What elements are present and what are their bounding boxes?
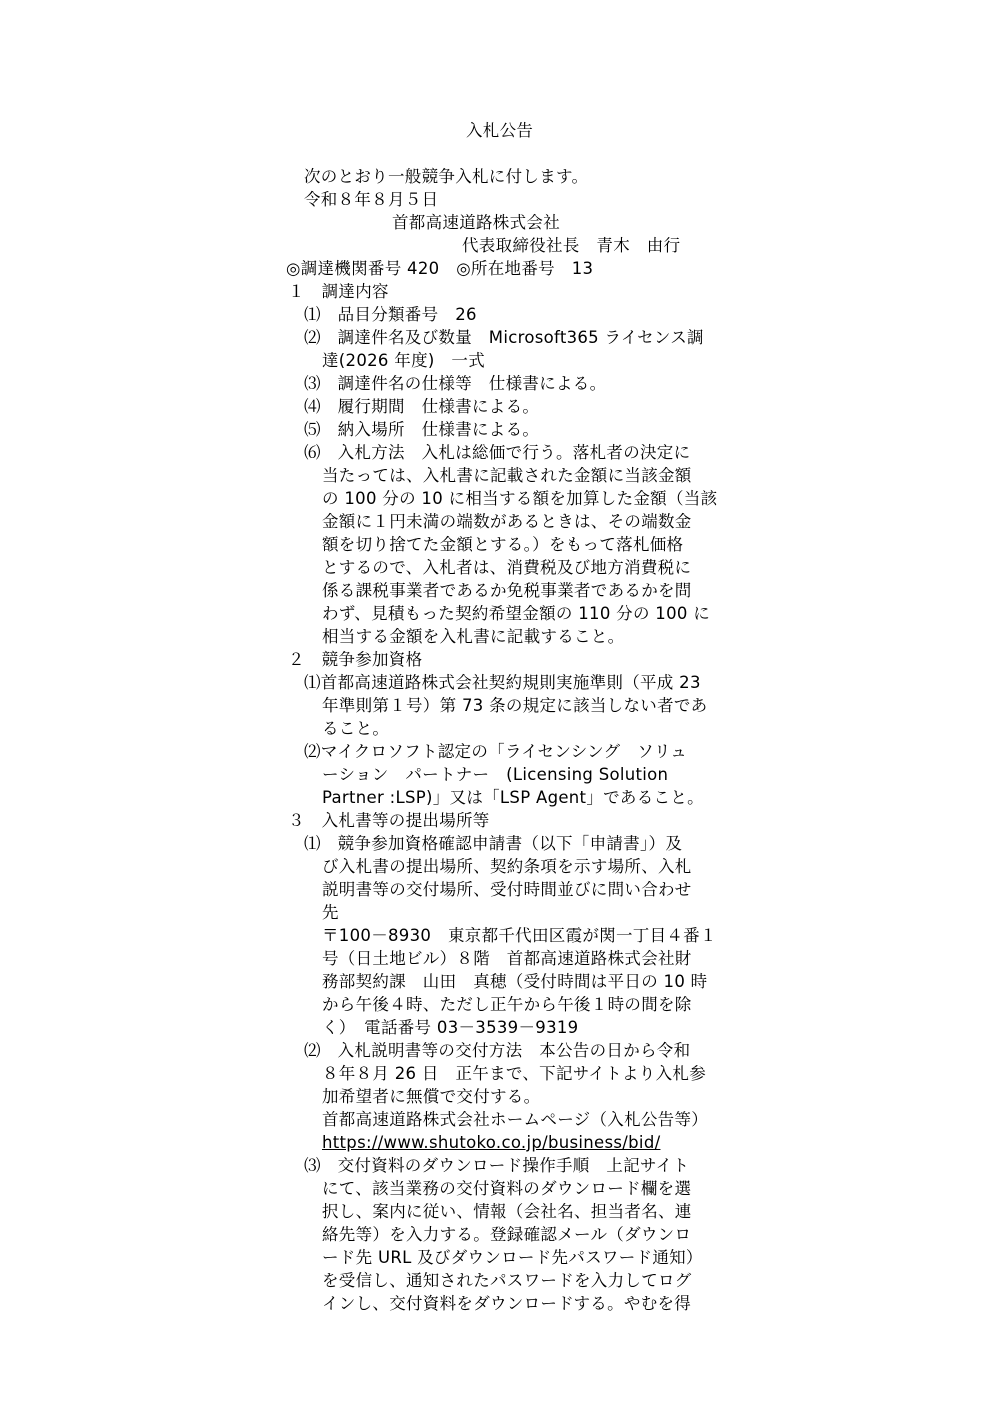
s3-item-1-line: 先 bbox=[322, 903, 339, 922]
s3-item-1-address-line: 〒100－8930 東京都千代田区霞が関一丁目４番１ bbox=[322, 926, 717, 945]
s3-item-3-line: 絡先等）を入力する。登録確認メール（ダウンロ bbox=[322, 1225, 692, 1244]
s3-item-1-address-line: 号（日土地ビル）８階 首都高速道路株式会社財 bbox=[322, 949, 692, 968]
s2-item-1-line: ること。 bbox=[322, 719, 390, 738]
s3-item-3-line: ード先 URL 及びダウンロード先パスワード通知） bbox=[322, 1248, 703, 1267]
s3-item-1-phone-line: く） 電話番号 03－3539－9319 bbox=[322, 1018, 579, 1037]
s3-item-1-line: 説明書等の交付場所、受付時間並びに問い合わせ bbox=[322, 880, 692, 899]
s1-item-4: ⑷ 履行期間 仕様書による。 bbox=[304, 397, 540, 416]
bid-page-link[interactable]: https://www.shutoko.co.jp/business/bid/ bbox=[322, 1133, 661, 1152]
s3-item-3-line: を受信し、通知されたパスワードを入力してログ bbox=[322, 1271, 692, 1290]
intro-text: 次のとおり一般競争入札に付します。 bbox=[304, 167, 589, 186]
representative: 代表取締役社長 青木 由行 bbox=[462, 236, 681, 255]
s2-item-1-line: ⑴首都高速道路株式会社契約規則実施準則（平成 23 bbox=[304, 673, 701, 692]
s1-item-2-line-2: 達(2026 年度) 一式 bbox=[322, 351, 486, 370]
page-title: 入札公告 bbox=[466, 121, 534, 140]
s3-item-3-line: ⑶ 交付資料のダウンロード操作手順 上記サイト bbox=[304, 1156, 690, 1175]
section-1-heading: １ 調達内容 bbox=[288, 282, 389, 301]
s1-item-6-line: 係る課税事業者であるか免税事業者であるかを問 bbox=[322, 581, 692, 600]
s3-item-1-line: ⑴ 競争参加資格確認申請書（以下「申請書」）及 bbox=[304, 834, 683, 853]
s3-item-1-address-line: から午後４時、ただし正午から午後１時の間を除 bbox=[322, 995, 692, 1014]
s1-item-5: ⑸ 納入場所 仕様書による。 bbox=[304, 420, 540, 439]
s2-item-1-line: 年準則第１号）第 73 条の規定に該当しない者であ bbox=[322, 696, 708, 715]
section-2-heading: ２ 競争参加資格 bbox=[288, 650, 423, 669]
s1-item-6-line: ⑹ 入札方法 入札は総価で行う。落札者の決定に bbox=[304, 443, 691, 462]
s3-item-2-line: ⑵ 入札説明書等の交付方法 本公告の日から令和 bbox=[304, 1041, 691, 1060]
s3-item-2-line: ８年８月 26 日 正午まで、下記サイトより入札参 bbox=[322, 1064, 707, 1083]
s1-item-1: ⑴ 品目分類番号 26 bbox=[304, 305, 477, 324]
s3-item-2-line: 加希望者に無償で交付する。 bbox=[322, 1087, 541, 1106]
s1-item-6-line: の 100 分の 10 に相当する額を加算した金額（当該 bbox=[322, 489, 718, 508]
announcement-date: 令和８年８月５日 bbox=[304, 190, 439, 209]
s2-item-2-line: Partner :LSP)」又は「LSP Agent」であること。 bbox=[322, 788, 704, 807]
s1-item-2-line-1: ⑵ 調達件名及び数量 Microsoft365 ライセンス調 bbox=[304, 328, 704, 347]
s3-item-1-address-line: 務部契約課 山田 真穂（受付時間は平日の 10 時 bbox=[322, 972, 708, 991]
s1-item-6-line: 額を切り捨てた金額とする。）をもって落札価格 bbox=[322, 535, 684, 554]
procurement-codes: ◎調達機関番号 420 ◎所在地番号 13 bbox=[286, 259, 594, 278]
s1-item-6-line: とするので、入札者は、消費税及び地方消費税に bbox=[322, 558, 692, 577]
s3-item-2-line: 首都高速道路株式会社ホームページ（入札公告等） bbox=[322, 1110, 709, 1129]
section-3-heading: ３ 入札書等の提出場所等 bbox=[288, 811, 490, 830]
s1-item-3: ⑶ 調達件名の仕様等 仕様書による。 bbox=[304, 374, 607, 393]
s3-item-3-line: インし、交付資料をダウンロードする。やむを得 bbox=[322, 1294, 692, 1313]
company-name: 首都高速道路株式会社 bbox=[392, 213, 560, 232]
s2-item-2-line: ⑵マイクロソフト認定の「ライセンシング ソリュ bbox=[304, 742, 688, 761]
s1-item-6-line: 当たっては、入札書に記載された金額に当該金額 bbox=[322, 466, 692, 485]
s3-item-3-line: にて、該当業務の交付資料のダウンロード欄を選 bbox=[322, 1179, 692, 1198]
s1-item-6-line: 相当する金額を入札書に記載すること。 bbox=[322, 627, 625, 646]
s2-item-2-line: ーション パートナー (Licensing Solution bbox=[322, 765, 669, 784]
s3-item-3-line: 択し、案内に従い、情報（会社名、担当者名、連 bbox=[322, 1202, 692, 1221]
s1-item-6-line: わず、見積もった契約希望金額の 110 分の 100 に bbox=[322, 604, 711, 623]
s3-item-1-line: び入札書の提出場所、契約条項を示す場所、入札 bbox=[322, 857, 692, 876]
s1-item-6-line: 金額に１円未満の端数があるときは、その端数金 bbox=[322, 512, 692, 531]
